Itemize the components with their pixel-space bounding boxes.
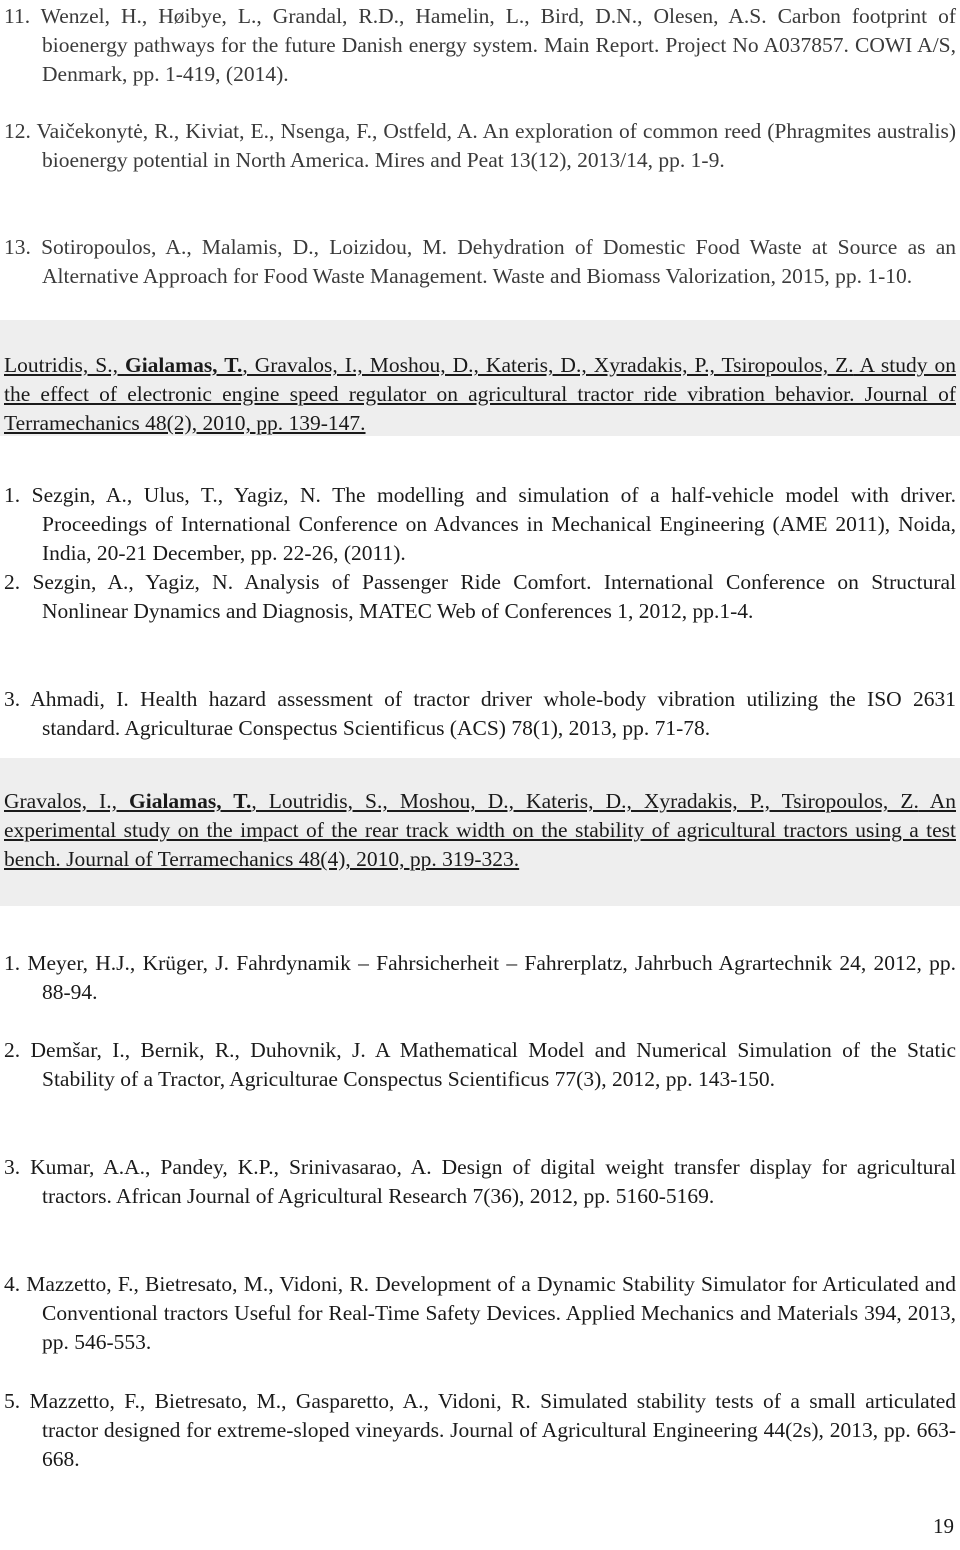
block1-authors-bold: Gialamas, T. [124, 353, 243, 377]
block2-authors-bold: Gialamas, T. [129, 789, 252, 813]
block1-authors-post: , Gravalos, I., Moshou, D., Kateris, D., Xyradakis, P., Tsiropoulos, Z. [242, 353, 854, 377]
reference-block-2 [4, 787, 956, 874]
block2-authors-pre: Gravalos, I., [4, 789, 130, 813]
reference-g3-1: 1. Meyer, H.J., Krüger, J. Fahrdynamik – Fahrsicherheit – Fahrerplatz, Jahrbuch Agrartechnik 24, 2012, pp. 88-94. [4, 951, 956, 1004]
reference-g2-2: 2. Sezgin, A., Yagiz, N. Analysis of Passenger Ride Comfort. International Conference on Structural Nonlinear Dynamics and Diagnosis, MATEC Web of Conferences 1, 2012, pp.1-4. [4, 570, 956, 623]
reference-g3-2: 2. Demšar, I., Bernik, R., Duhovnik, J. A Mathematical Model and Numerical Simulation of the Static Stability of a Tractor, Agriculturae Conspectus Scientificus 77(3), 2012, pp. 143-150. [4, 1038, 956, 1091]
reference-block-1 [4, 351, 956, 438]
block1-title-journal: A study on the effect of electronic engine speed regulator on agricultural tractor ride vibration behavior. Journal of Terramechanics 48(2), 2010, pp. 139-147. [4, 353, 956, 435]
reference-g2-3: 3. Ahmadi, I. Health hazard assessment of tractor driver whole-body vibration utilizing the ISO 2631 standard. Agriculturae Conspectus Scientificus (ACS) 78(1), 2013, pp. 71-78. [4, 687, 956, 740]
block2-title-journal: An experimental study on the impact of the rear track width on the stability of agricultural tractors using a test bench. Journal of Terramechanics 48(4), 2010, pp. 319-323. [4, 789, 956, 871]
page-number: 19 [933, 1514, 954, 1538]
reference-12: 12. Vaičekonytė, R., Kiviat, E., Nsenga, F., Ostfeld, A. An exploration of common reed (Phragmites australis) bioenergy potential in North America. Mires and Peat 13(12), 2013/14, pp. 1-9. [4, 119, 956, 172]
reference-g3-4: 4. Mazzetto, F., Bietresato, M., Vidoni, R. Development of a Dynamic Stability Simulator for Articulated and Conventional tractors Useful for Real-Time Safety Devices. Applied Mechanics and Materials 394, 2013, pp. 546-553. [4, 1272, 956, 1354]
block1-authors-pre: Loutridis, S., [4, 353, 125, 377]
block2-authors-post: , Loutridis, S., Moshou, D., Kateris, D., Xyradakis, P., Tsiropoulos, Z. [251, 789, 919, 813]
reference-g3-5: 5. Mazzetto, F., Bietresato, M., Gasparetto, A., Vidoni, R. Simulated stability tests of a small articulated tractor designed for extreme-sloped vineyards. Journal of Agricultural Engineering 44(2s), 2013, pp. 663-668. [4, 1389, 956, 1471]
reference-g2-1: 1. Sezgin, A., Ulus, T., Yagiz, N. The modelling and simulation of a half-vehicle model with driver. Proceedings of International Conference on Advances in Mechanical Engineering (AME 2011), Noida, India, 20-21 December, pp. 22-26, (2011). [4, 483, 956, 565]
reference-11: 11. Wenzel, H., Høibye, L., Grandal, R.D., Hamelin, L., Bird, D.N., Olesen, A.S. Carbon footprint of bioenergy pathways for the future Danish energy system. Main Report. Project No A037857. COWI A/S, Denmark, pp. 1-419, (2014). [4, 4, 956, 86]
reference-13: 13. Sotiropoulos, A., Malamis, D., Loizidou, M. Dehydration of Domestic Food Waste at Source as an Alternative Approach for Food Waste Management. Waste and Biomass Valorization, 2015, pp. 1-10. [4, 235, 956, 288]
reference-g3-3: 3. Kumar, A.A., Pandey, K.P., Srinivasarao, A. Design of digital weight transfer display for agricultural tractors. African Journal of Agricultural Research 7(36), 2012, pp. 5160-5169. [4, 1155, 956, 1208]
